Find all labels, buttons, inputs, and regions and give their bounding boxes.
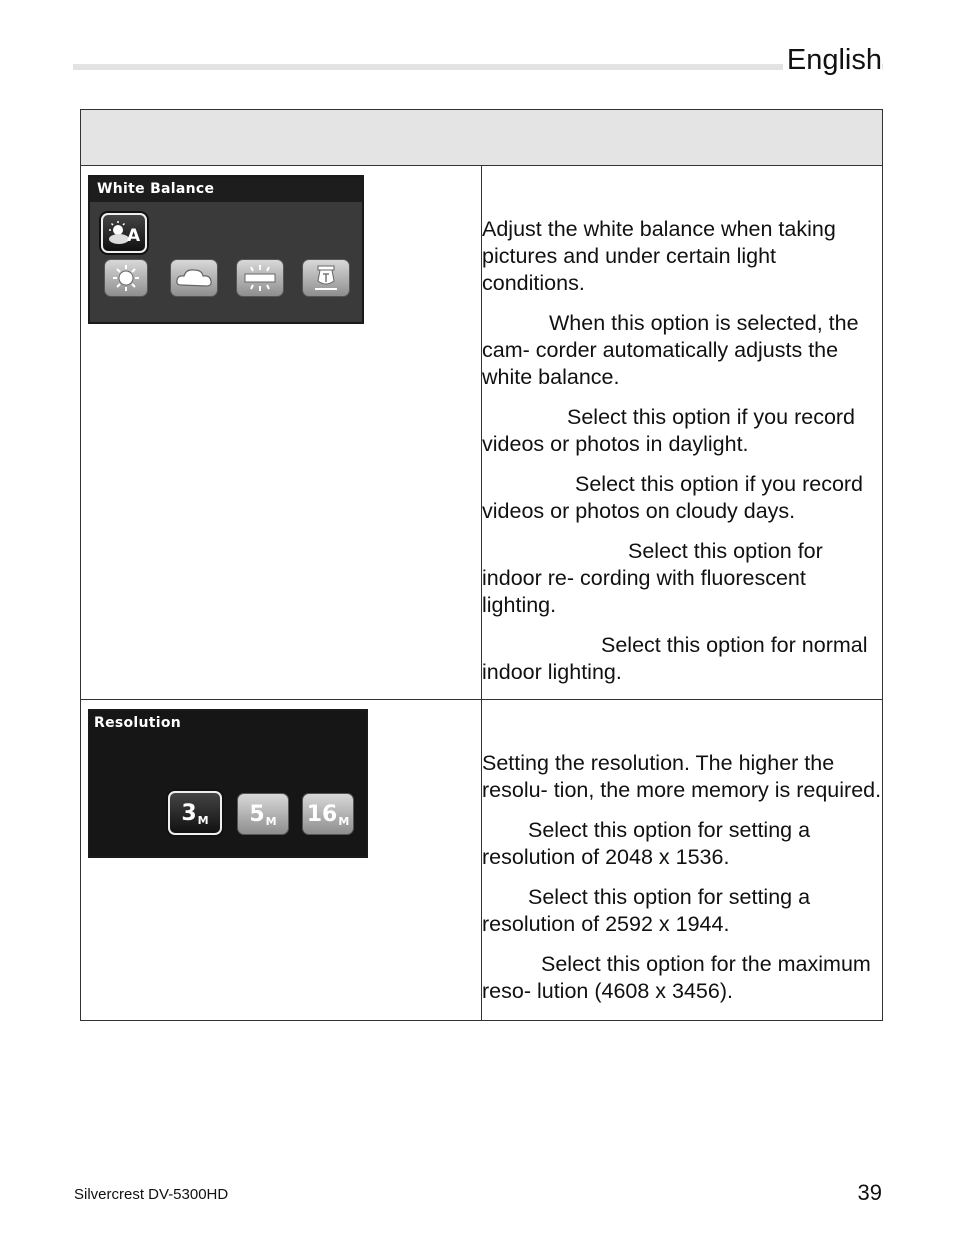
- table-row-white-balance: [81, 166, 883, 700]
- white-balance-cloudy-text: Select this option if you record videos or photos on cloudy days.: [482, 472, 864, 523]
- resolution-intro: Setting the resolution. The higher the resolu- tion, the more memory is required.: [482, 751, 882, 802]
- white-balance-screenshot: [88, 175, 364, 324]
- page-number: 39: [857, 1180, 882, 1205]
- svg-text:A: A: [127, 226, 141, 246]
- table-row-resolution: [81, 700, 883, 1021]
- white-balance-panel-title: White Balance: [90, 177, 362, 202]
- fluorescent-icon: [236, 259, 284, 297]
- cloudy-icon: [170, 259, 218, 297]
- white-balance-auto-text: When this option is selected, the cam- corder automatically adjusts the white balance.: [482, 311, 859, 389]
- white-balance-description: [482, 166, 883, 700]
- resolution-image-cell: [81, 700, 482, 1021]
- resolution-panel-title: Resolution: [94, 715, 182, 731]
- header-rule: [73, 64, 883, 70]
- resolution-description: [482, 700, 883, 1021]
- white-balance-daylight-text: Select this option if you record videos or photos in daylight.: [482, 405, 856, 456]
- daylight-icon: [104, 259, 148, 297]
- resolution-5m-text: Select this option for setting a resolution of 2592 x 1944.: [482, 885, 811, 936]
- resolution-option-3m: 3 M: [168, 791, 222, 835]
- white-balance-intro: Adjust the white balance when taking pictures and under certain light conditions.: [482, 217, 836, 295]
- header-language: English: [783, 44, 882, 77]
- resolution-option-16m: 16 M: [302, 793, 354, 835]
- white-balance-image-cell: [81, 166, 482, 700]
- footer-model: Silvercrest DV-5300HD: [74, 1186, 229, 1203]
- auto-white-balance-icon: [101, 213, 147, 253]
- resolution-16m-text: Select this option for the maximum reso- lution (4608 x 3456).: [482, 952, 871, 1003]
- table-header-row: [81, 110, 883, 166]
- resolution-option-5m: 5 M: [237, 793, 289, 835]
- tungsten-icon: [302, 259, 350, 297]
- resolution-3m-text: Select this option for setting a resolution of 2048 x 1536.: [482, 818, 811, 869]
- white-balance-fluorescent-text: Select this option for indoor re- cording with fluorescent lighting.: [482, 539, 823, 617]
- resolution-screenshot: [88, 709, 368, 858]
- white-balance-tungsten-text: Select this option for normal indoor lighting.: [482, 633, 868, 684]
- settings-table: [80, 109, 883, 1021]
